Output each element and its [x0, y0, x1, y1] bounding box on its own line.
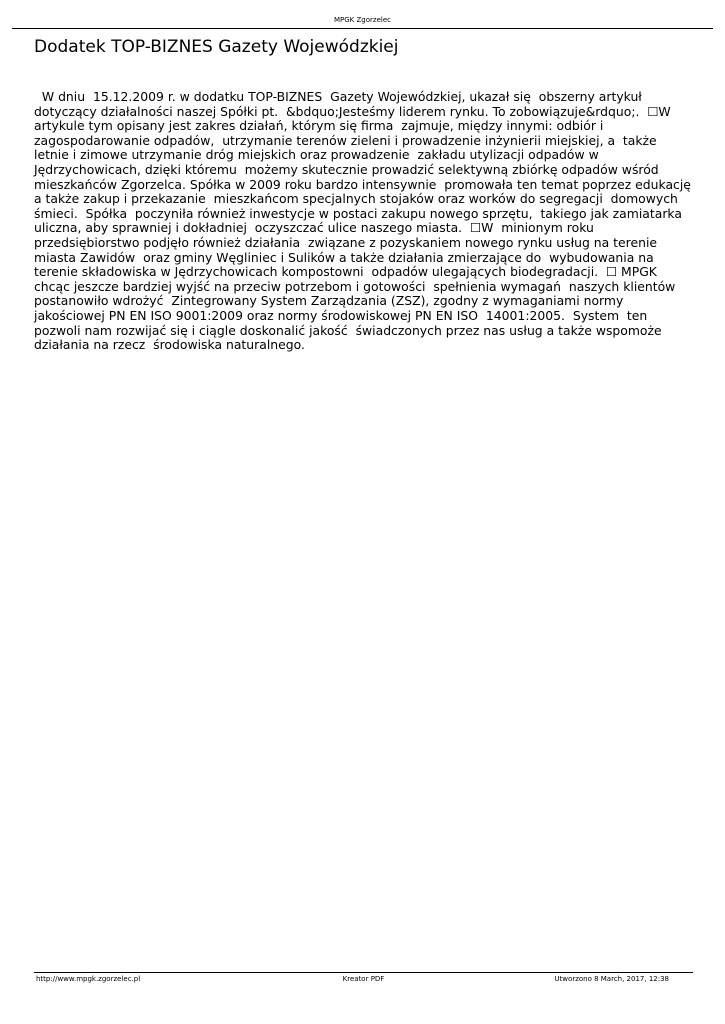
article-body-line: jakościowej PN EN ISO 9001:2009 oraz normy środowiskowej PN EN ISO 14001:2005. System ten	[34, 307, 648, 323]
article-body-line: Jędrzychowicach, dzięki któremu możemy skutecznie prowadzić selektywną zbiórkę odpadów wśród	[34, 161, 659, 177]
article-body-line: śmieci. Spółka poczyniła również inwestycje w postaci zakupu nowego sprzętu, takiego jak zamiatarka	[34, 205, 682, 221]
article-body-line: działania na rzecz środowiska naturalnego.	[34, 337, 305, 353]
article-body-line: letnie i zimowe utrzymanie dróg miejskich oraz prowadzenie zakładu utylizacji odpadów w	[34, 147, 599, 163]
article-body-line: uliczna, aby sprawniej i dokładniej oczyszczać ulice naszego miasta. ☐W minionym roku	[34, 220, 594, 236]
article-body-line: zagospodarowanie odpadów, utrzymanie terenów zieleni i prowadzenie inżynierii miejskiej, a także	[34, 132, 657, 148]
footer-creator: Kreator PDF	[342, 975, 385, 983]
footer	[34, 975, 693, 985]
article-body-line: chcąc jeszcze bardziej wyjść na przeciw potrzebom i gotowości spełnienia wymagań naszych klientów	[34, 278, 676, 294]
article-body-line: dotyczący działalności naszej Spółki pt. &bdquo;Jesteśmy liderem rynku. To zobowiązuje&rdquo;. ☐W	[34, 103, 671, 119]
article-body-line: a także zakup i przekazanie mieszkańcom specjalnych stojaków oraz worków do segregacji domowych	[34, 191, 678, 207]
article-body-line: postanowiło wdrożyć Zintegrowany System Zarządzania (ZSZ), zgodny z wymaganiami normy	[34, 293, 624, 309]
article-body-line: przedsiębiorstwo podjęło również działania związane z pozyskaniem nowego rynku usług na terenie	[34, 234, 658, 250]
header-divider	[12, 28, 713, 29]
header-site-name: MPGK Zgorzelec	[334, 16, 391, 24]
article-body-line: terenie składowiska w Jędrzychowicach kompostowni odpadów ulegających biodegradacji. ☐ MPGK	[34, 264, 657, 280]
page-title: Dodatek TOP-BIZNES Gazety Wojewódzkiej	[34, 37, 399, 57]
footer-url[interactable]: http://www.mpgk.zgorzelec.pl	[36, 975, 141, 983]
article-body-line: miasta Zawidów oraz gminy Węgliniec i Sulików a także działania zmierzające do wybudowania na	[34, 249, 654, 265]
footer-created-date: Utworzono 8 March, 2017, 12:38	[554, 975, 669, 983]
article-body-line: mieszkańców Zgorzelca. Spółka w 2009 roku bardzo intensywnie promowała ten temat poprzez edukację	[34, 176, 691, 192]
article-body	[34, 89, 691, 353]
article-body-line: W dniu 15.12.2009 r. w dodatku TOP-BIZNES Gazety Wojewódzkiej, ukazał się obszerny artykuł	[34, 89, 642, 104]
article-body-line: pozwoli nam rozwijać się i ciągle doskonalić jakość świadczonych przez nas usług a także wspomoże	[34, 322, 662, 338]
article-body-line: artykule tym opisany jest zakres działań, którym się firma zajmuje, między innymi: odbiór i	[34, 118, 604, 134]
footer-divider	[34, 972, 693, 973]
